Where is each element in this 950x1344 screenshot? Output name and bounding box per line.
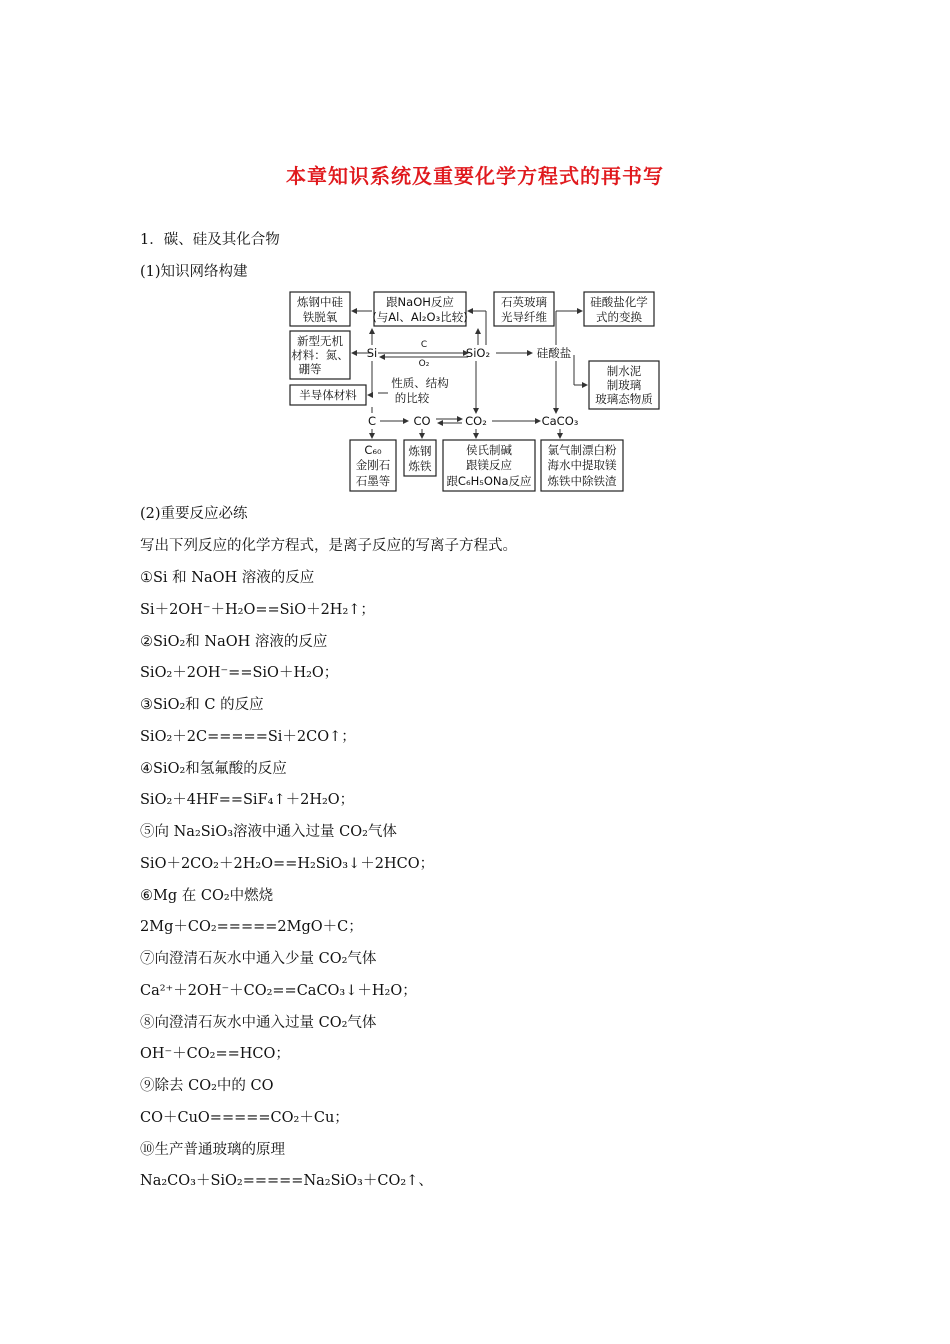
label-o2: O₂ [418,359,430,369]
box-text: 半导体材料 [299,388,357,402]
box-text: 海水中提取镁 [547,458,617,472]
node-silicate: 硅酸盐 [536,346,572,360]
question-item: ⑨除去 CO₂中的 CO [140,1078,274,1094]
question-item: ⑧向澄清石灰水中通入过量 CO₂气体 [140,1015,377,1031]
node-caco3: CaCO₃ [541,414,579,428]
answer-equation: SiO＋2CO₂＋2H₂O==H₂SiO₃↓＋2HCO； [140,856,435,872]
question-item: ②SiO₂和 NaOH 溶液的反应 [140,634,328,650]
box-text: 石英玻璃 [501,295,547,309]
question-item: ⑦向澄清石灰水中通入少量 CO₂气体 [140,951,377,967]
question-item: ①Si 和 NaOH 溶液的反应 [140,570,315,586]
box-text: 硅酸盐化学 [590,295,648,309]
box-text: 式的变换 [596,310,642,324]
box-text: 侯氏制碱 [466,443,512,457]
node-si: Si [366,346,378,360]
box-text: 新型无机 [297,334,343,348]
box-text: C₆₀ [364,443,382,457]
answer-equation: SiO₂＋2C=====Si＋2CO↑； [140,729,356,745]
box-text: 材料：氮、 [291,348,349,362]
box-text: 炼铁中除铁渣 [547,474,617,488]
page-title: 本章知识系统及重要化学方程式的再书写 [286,164,664,188]
box-text: 跟C₆H₅ONa反应 [446,474,532,488]
box-text: 炼钢 [408,444,432,458]
answer-equation: CO＋CuO=====CO₂＋Cu； [140,1110,349,1126]
label-compare: 的比较 [394,391,430,405]
box-text: 玻璃态物质 [595,392,653,406]
section-heading: 1．碳、硅及其化合物 [140,232,280,248]
box-text: (与Al、Al₂O₃比较) [372,310,468,324]
label-compare: 性质、结构 [391,376,449,390]
box-text: 炼钢中硅 [297,295,343,309]
box-text: 光导纤维 [501,310,547,324]
subsection-heading: (2)重要反应必练 [140,506,248,522]
box-text: 硼等 [298,362,322,376]
node-co: CO [413,414,431,428]
answer-equation: SiO₂＋2OH⁻==SiO＋H₂O； [140,665,339,681]
label-c: C [420,340,428,350]
box-text: 炼铁 [408,459,432,473]
answer-equation: Ca²⁺＋2OH⁻＋CO₂==CaCO₃↓＋H₂O； [140,983,417,999]
question-item: ③SiO₂和 C 的反应 [140,697,264,713]
subsection-heading: (1)知识网络构建 [140,264,248,280]
node-sio2: SiO₂ [465,346,491,360]
box-text: 氯气制漂白粉 [547,443,617,457]
box-text: 制玻璃 [606,378,642,392]
knowledge-network-diagram [288,289,662,494]
box-text: 制水泥 [606,364,642,378]
answer-equation: 2Mg＋CO₂=====2MgO＋C； [140,919,363,935]
question-item: ④SiO₂和氢氟酸的反应 [140,761,287,777]
box-text: 石墨等 [355,474,391,488]
question-item: ⑤向 Na₂SiO₃溶液中通入过量 CO₂气体 [140,824,397,840]
answer-equation: Na₂CO₃＋SiO₂=====Na₂SiO₃＋CO₂↑、 [140,1173,433,1189]
instruction-text: 写出下列反应的化学方程式，是离子反应的写离子方程式。 [140,538,517,554]
answer-equation: Si＋2OH⁻＋H₂O==SiO＋2H₂↑； [140,602,375,618]
answer-equation: SiO₂＋4HF==SiF₄↑＋2H₂O； [140,792,355,808]
question-item: ⑩生产普通玻璃的原理 [140,1142,285,1158]
node-co2: CO₂ [465,414,487,428]
answer-equation: OH⁻＋CO₂==HCO； [140,1046,290,1062]
box-text: 金刚石 [355,458,391,472]
box-text: 跟镁反应 [466,458,512,472]
question-item: ⑥Mg 在 CO₂中燃烧 [140,888,274,904]
box-text: 跟NaOH反应 [386,295,454,309]
node-c: C [367,414,377,428]
box-text: 铁脱氧 [302,310,338,324]
